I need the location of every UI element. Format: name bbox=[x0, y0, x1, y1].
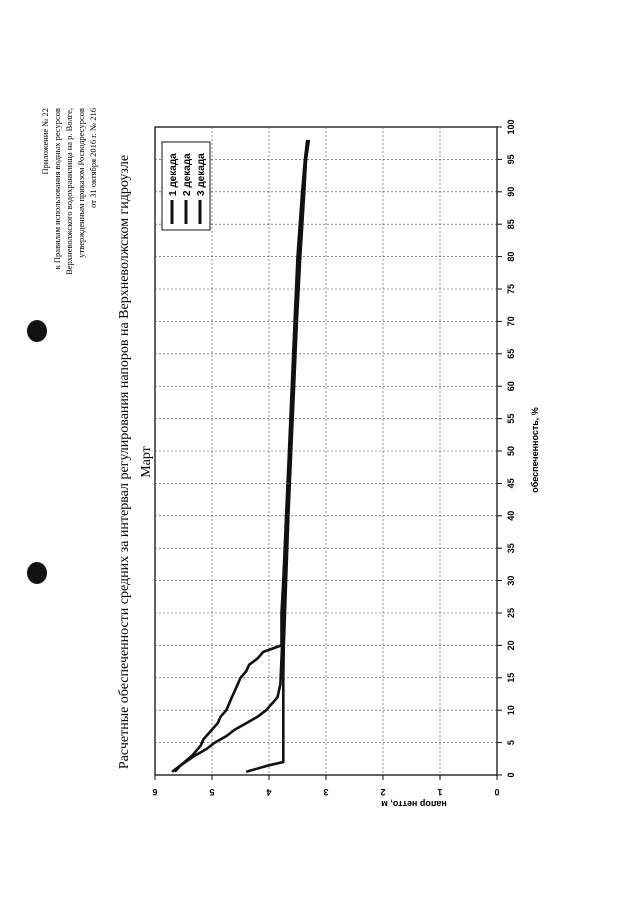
y-tick-label: 5 bbox=[209, 787, 215, 797]
legend-label: 1 декада bbox=[168, 153, 179, 196]
x-tick-label: 10 bbox=[506, 705, 516, 716]
y-axis-ticks bbox=[152, 775, 499, 797]
y-tick-label: 1 bbox=[437, 787, 443, 797]
x-tick-label: 0 bbox=[506, 772, 516, 778]
chart-subtitle: Март bbox=[139, 446, 154, 478]
appendix-line: утвержденным приказом Росводресурсов bbox=[76, 108, 86, 258]
appendix-line: к Правилам использования водных ресурсов bbox=[52, 108, 62, 270]
x-tick-label: 35 bbox=[506, 543, 516, 554]
y-axis-label: напор нетто, м bbox=[381, 799, 447, 809]
x-tick-label: 25 bbox=[506, 607, 516, 619]
legend-label: 3 декада bbox=[196, 153, 207, 196]
appendix-line: Верхневолжского водохранилища на р. Волге, bbox=[64, 108, 74, 275]
y-tick-label: 3 bbox=[323, 787, 329, 797]
series-lines bbox=[172, 140, 309, 772]
x-axis-ticks bbox=[497, 119, 516, 777]
x-tick-label: 80 bbox=[506, 251, 516, 262]
x-tick-label: 75 bbox=[506, 283, 516, 295]
x-tick-label: 60 bbox=[506, 381, 516, 392]
appendix-line: Приложение № 22 bbox=[40, 108, 50, 175]
appendix-block bbox=[40, 108, 98, 275]
legend-label: 2 декада bbox=[182, 153, 193, 196]
series-line-1 bbox=[172, 140, 307, 772]
x-tick-label: 70 bbox=[506, 316, 516, 327]
x-tick-label: 100 bbox=[506, 119, 516, 135]
x-tick-label: 15 bbox=[506, 672, 516, 683]
x-tick-label: 30 bbox=[506, 575, 516, 586]
x-tick-label: 65 bbox=[506, 348, 516, 359]
chart-title: Расчетные обеспеченности средних за интервал регулирования напоров на Верхневолжском гидроузле bbox=[117, 154, 132, 770]
y-tick-label: 2 bbox=[380, 787, 386, 797]
x-axis-label: обеспеченность, % bbox=[530, 407, 540, 493]
y-tick-label: 0 bbox=[494, 787, 500, 797]
appendix-line: от 31 октября 2016 г. № 216 bbox=[88, 108, 98, 208]
y-tick-label: 6 bbox=[152, 787, 158, 797]
legend bbox=[162, 142, 210, 230]
x-tick-label: 45 bbox=[506, 478, 516, 489]
x-tick-label: 85 bbox=[506, 219, 516, 230]
y-tick-label: 4 bbox=[266, 787, 272, 797]
x-tick-label: 50 bbox=[506, 445, 516, 457]
x-tick-label: 55 bbox=[506, 413, 516, 424]
x-tick-label: 5 bbox=[506, 740, 516, 746]
x-tick-label: 90 bbox=[506, 186, 516, 197]
x-tick-label: 40 bbox=[506, 510, 516, 521]
x-tick-label: 20 bbox=[506, 640, 516, 651]
x-tick-label: 95 bbox=[506, 154, 516, 165]
